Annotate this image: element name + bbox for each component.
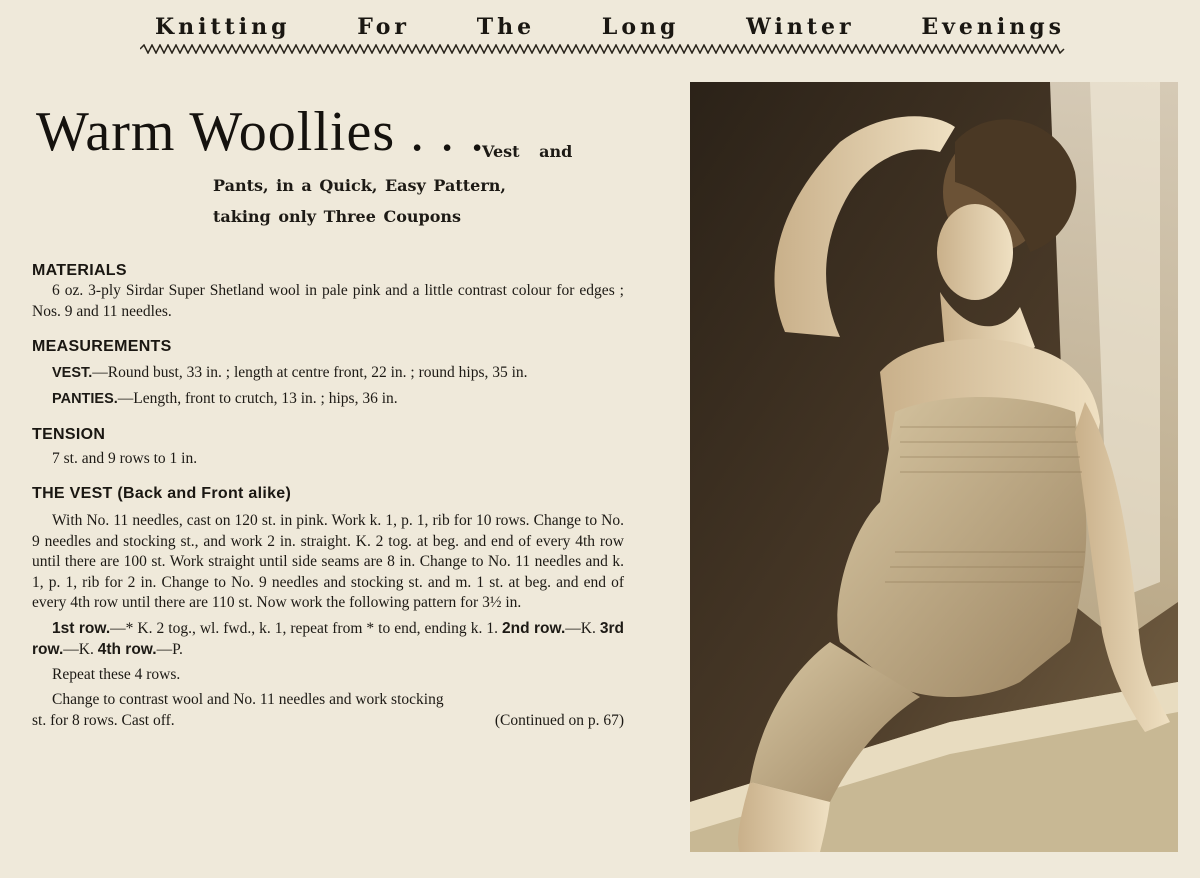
repeat-text: Repeat these 4 rows. bbox=[52, 665, 181, 683]
vest-heading-title: THE VEST bbox=[32, 485, 113, 502]
subtitle-line-3: taking only Three Coupons bbox=[213, 207, 461, 226]
vest-measurements bbox=[32, 362, 624, 384]
row-2-label: 2nd row. bbox=[501, 619, 566, 637]
tension-heading: TENSION bbox=[32, 426, 106, 443]
row-3-text: —K. bbox=[63, 640, 94, 658]
vest-label: VEST. bbox=[52, 365, 93, 381]
vest-heading-note: (Back and Front alike) bbox=[117, 485, 292, 502]
final-instructions-end: st. for 8 rows. Cast off. bbox=[32, 711, 175, 729]
panties-label: PANTIES. bbox=[52, 391, 118, 407]
row-4-label: 4th row. bbox=[97, 640, 157, 658]
photo-model-in-knitted-suit bbox=[690, 82, 1178, 852]
measurements-section bbox=[32, 338, 624, 410]
pattern-rows bbox=[32, 618, 624, 660]
subtitle-line-1: Vest and bbox=[482, 142, 573, 161]
subtitle-line-2: Pants, in a Quick, Easy Pattern, bbox=[213, 176, 506, 195]
materials-text: 6 oz. 3-ply Sirdar Super Shetland wool in pale pink and a little contrast colour for edges ; Nos. 9 and 11 needles. bbox=[32, 282, 624, 320]
materials-heading: MATERIALS bbox=[32, 262, 127, 279]
vest-measurements-text: —Round bust, 33 in. ; length at centre front, 22 in. ; round hips, 35 in. bbox=[92, 364, 528, 381]
tension-text: 7 st. and 9 rows to 1 in. bbox=[52, 450, 198, 467]
vest-instructions: With No. 11 needles, cast on 120 st. in pink. Work k. 1, p. 1, rib for 10 rows. Change to No. 9 needles and stocking st., and work 2 in. straight. K. 2 tog. at beg. and end of every 4th row until there are 100 st. Work straight until side seams are 8 in. Change to No. 11 needles and k. 1, p. 1, rib for 2 in. Change to No. 9 needles and stocking st. and m. 1 st. at beg. and end of every 4th row until there are 110 st. Now work the following pattern for 3½ in. bbox=[32, 512, 624, 611]
panties-measurements-text: —Length, front to crutch, 13 in. ; hips, 36 in. bbox=[117, 390, 398, 407]
final-line bbox=[32, 710, 624, 731]
masthead: Knitting For The Long Winter Evenings bbox=[155, 14, 1065, 40]
page-title: Warm Woollies . . . bbox=[36, 101, 486, 163]
panties-measurements bbox=[32, 388, 624, 410]
row-4-text: —P. bbox=[156, 640, 183, 658]
final-instructions: Change to contrast wool and No. 11 needles and work stocking bbox=[52, 690, 444, 708]
vest-heading bbox=[32, 485, 624, 503]
pattern-text bbox=[32, 262, 624, 731]
zigzag-rule bbox=[140, 44, 1065, 54]
row-3-label: 3rd row. bbox=[32, 619, 624, 658]
measurements-heading: MEASUREMENTS bbox=[32, 338, 172, 355]
row-1-label: 1st row. bbox=[52, 619, 111, 637]
materials-section bbox=[32, 262, 624, 322]
tension-section bbox=[32, 426, 624, 469]
row-2-text: —K. bbox=[565, 619, 596, 637]
continued-note: (Continued on p. 67) bbox=[494, 711, 624, 729]
photo-illustration bbox=[690, 82, 1178, 852]
vest-section bbox=[32, 485, 624, 731]
row-1-text: —* K. 2 tog., wl. fwd., k. 1, repeat from * to end, ending k. 1. bbox=[110, 619, 498, 637]
